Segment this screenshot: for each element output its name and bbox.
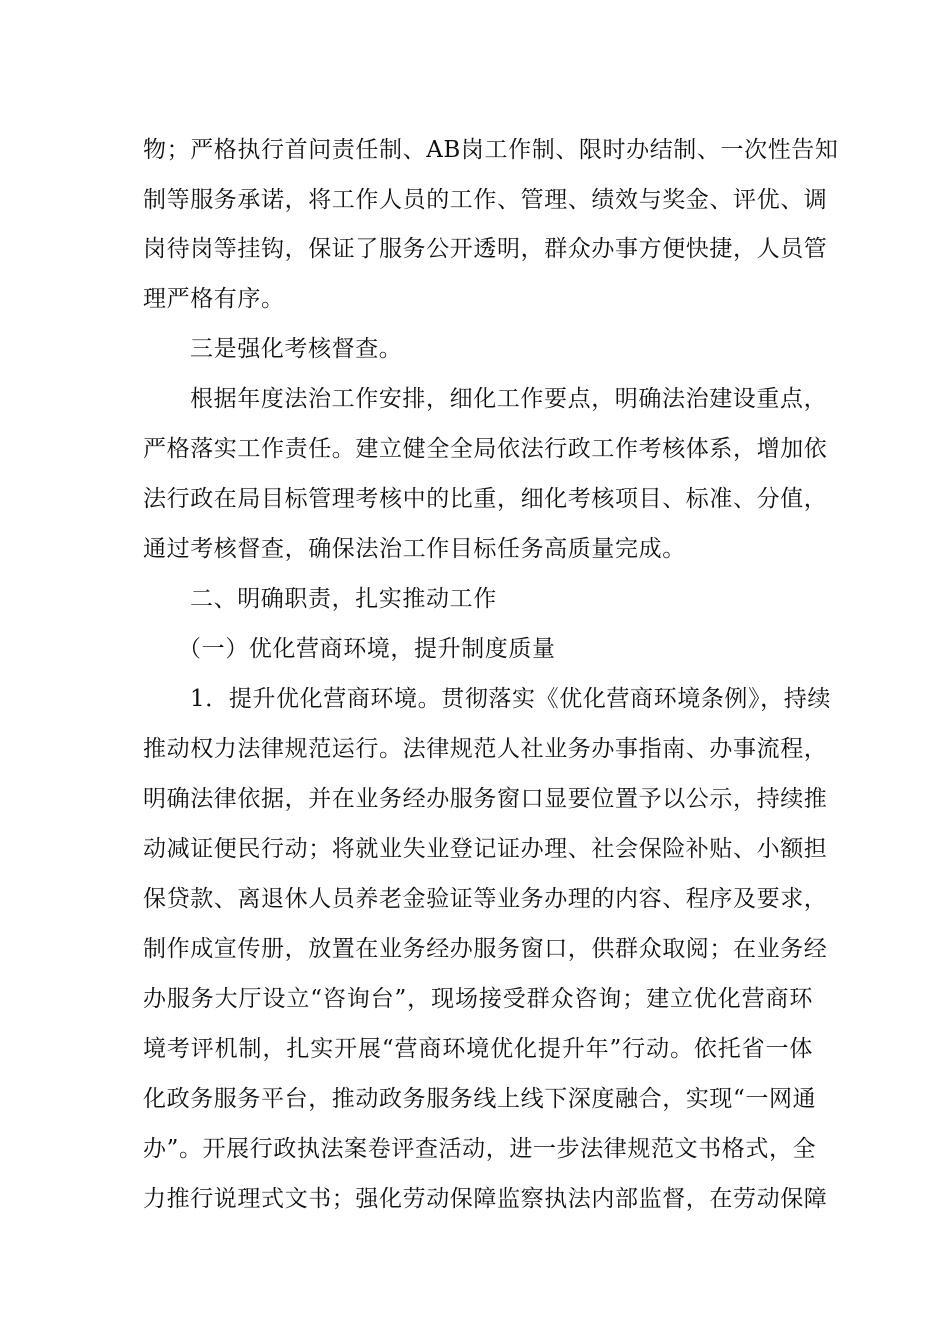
text-line-13: 推动权力法律规范运行。法律规范人社业务办事指南、办事流程， — [143, 736, 828, 762]
text-line-20: 化政务服务平台，推动政务服务线上线下深度融合，实现“一网通 — [143, 1086, 817, 1112]
text-line-15: 动减证便民行动；将就业失业登记证办理、社会保险补贴、小额担 — [143, 836, 828, 862]
text-line-12: 1．提升优化营商环境。贯彻落实《优化营商环境条例》，持续 — [190, 686, 831, 712]
text-line-21: 办”。开展行政执法案卷评查活动，进一步法律规范文书格式，全 — [143, 1136, 817, 1162]
section-heading-strengthen-assessment: 三是强化考核督查。 — [190, 336, 403, 362]
text-line-6: 根据年度法治工作安排，细化工作要点，明确法治建设重点， — [190, 386, 828, 412]
text-line-9: 通过考核督查，确保法治工作目标任务高质量完成。 — [143, 536, 686, 562]
text-line-7: 严格落实工作责任。建立健全全局依法行政工作考核体系，增加依 — [143, 436, 828, 462]
section-heading-clarify-duties: 二、明确职责，扎实推动工作 — [190, 586, 497, 612]
text-line-18: 办服务大厅设立“咨询台”，现场接受群众咨询；建立优化营商环 — [143, 986, 813, 1012]
text-line-3: 岗待岗等挂钩，保证了服务公开透明，群众办事方便快捷，人员管 — [143, 236, 828, 262]
text-line-1: 物；严格执行首问责任制、AB岗工作制、限时办结制、一次性告知 — [143, 137, 839, 163]
text-line-17: 制作成宣传册，放置在业务经办服务窗口，供群众取阅；在业务经 — [143, 936, 828, 962]
text-line-2: 制等服务承诺，将工作人员的工作、管理、绩效与奖金、评优、调 — [143, 187, 828, 213]
text-line-4: 理严格有序。 — [143, 286, 285, 312]
text-line-19: 境考评机制，扎实开展“营商环境优化提升年”行动。依托省一体 — [143, 1036, 813, 1062]
text-line-16: 保贷款、离退休人员养老金验证等业务办理的内容、程序及要求， — [143, 886, 828, 912]
text-line-14: 明确法律依据，并在业务经办服务窗口显要位置予以公示，持续推 — [143, 786, 828, 812]
subsection-heading-business-environment: （一）优化营商环境，提升制度质量 — [178, 636, 556, 662]
text-line-22: 力推行说理式文书；强化劳动保障监察执法内部监督，在劳动保障 — [143, 1186, 828, 1212]
text-line-8: 法行政在局目标管理考核中的比重，细化考核项目、标准、分值， — [143, 486, 828, 512]
